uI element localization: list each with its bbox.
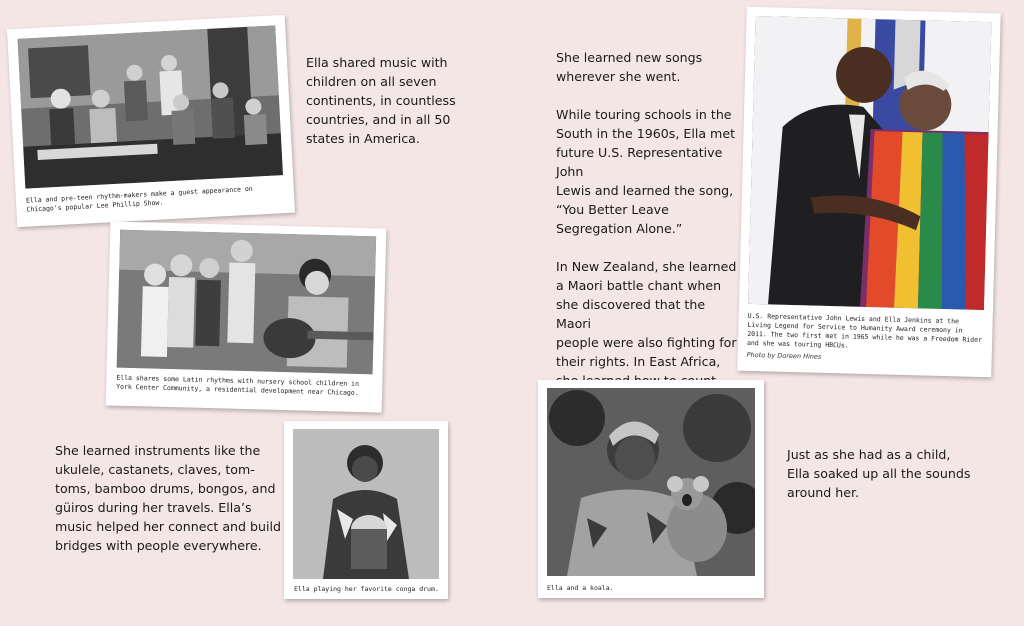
text-line: While touring schools in the (556, 107, 732, 122)
text-line: Segregation Alone.” (556, 221, 683, 236)
photo-conga (293, 429, 439, 579)
text-line: she discovered that the Maori (556, 297, 706, 331)
songs-paragraph (556, 48, 741, 409)
text-line: “You Better Leave (556, 202, 669, 217)
text-line: people were also fighting for (556, 335, 737, 350)
text-line: children on all seven (306, 74, 437, 89)
photo-conga-caption: Ella playing her favorite conga drum. (294, 585, 439, 593)
text-line: güiros during her travels. Ella’s (55, 500, 252, 515)
text-line: a Maori battle chant when (556, 278, 722, 293)
text-line: wherever she went. (556, 69, 681, 84)
photo-guitar-caption: Ella shares some Latin rhythms with nursery school children in York Center Community, a residential development near Chicago. (116, 373, 360, 397)
photo-koala-caption: Ella and a koala. (547, 584, 614, 592)
photo-card-conga (284, 421, 448, 599)
sounds-paragraph (787, 445, 987, 502)
photo-lewis-caption: U.S. Representative John Lewis and Ella Jenkins at the Living Legend for Service to Humanity Award ceremony in 2011. The two first met in 1965 while he was a Freedom Rider and she was touring HBCUs. (746, 311, 983, 350)
photo-card-guitar (106, 221, 387, 412)
text-line: their rights. In East Africa, (556, 354, 721, 369)
text-line: bridges with people everywhere. (55, 538, 262, 553)
text-line: South in the 1960s, Ella met (556, 126, 736, 141)
text-line: Just as she had as a child, (787, 447, 951, 462)
photo-lewis (748, 16, 991, 310)
photo-card-lewis (737, 7, 1000, 378)
photo-card-classroom (7, 15, 295, 227)
text-line: toms, bamboo drums, bongos, and (55, 481, 276, 496)
photo-koala (547, 388, 755, 576)
text-line: around her. (787, 485, 860, 500)
photo-classroom-caption: Ella and pre-teen rhythm-makers make a guest appearance on Chicago's popular Lee Phillip Show. (25, 184, 253, 214)
text-line: countries, and in all 50 (306, 112, 451, 127)
instruments-paragraph (55, 441, 285, 555)
text-line: future U.S. Representative John (556, 145, 723, 179)
text-line: She learned new songs (556, 50, 703, 65)
photo-guitar (117, 230, 377, 375)
text-line: ukulele, castanets, claves, tom- (55, 462, 255, 477)
photo-card-koala (538, 380, 764, 598)
photo-classroom (18, 25, 283, 188)
text-line: Ella soaked up all the sounds (787, 466, 971, 481)
text-line: music helped her connect and build (55, 519, 281, 534)
text-line: Ella shared music with (306, 55, 448, 70)
text-line: Lewis and learned the song, (556, 183, 734, 198)
text-line: She learned instruments like the (55, 443, 261, 458)
intro-paragraph (306, 53, 506, 148)
text-line: continents, in countless (306, 93, 456, 108)
text-line: In New Zealand, she learned (556, 259, 737, 274)
text-line: states in America. (306, 131, 420, 146)
photo-lewis-credit: Photo by Doreen Hines (746, 350, 822, 361)
